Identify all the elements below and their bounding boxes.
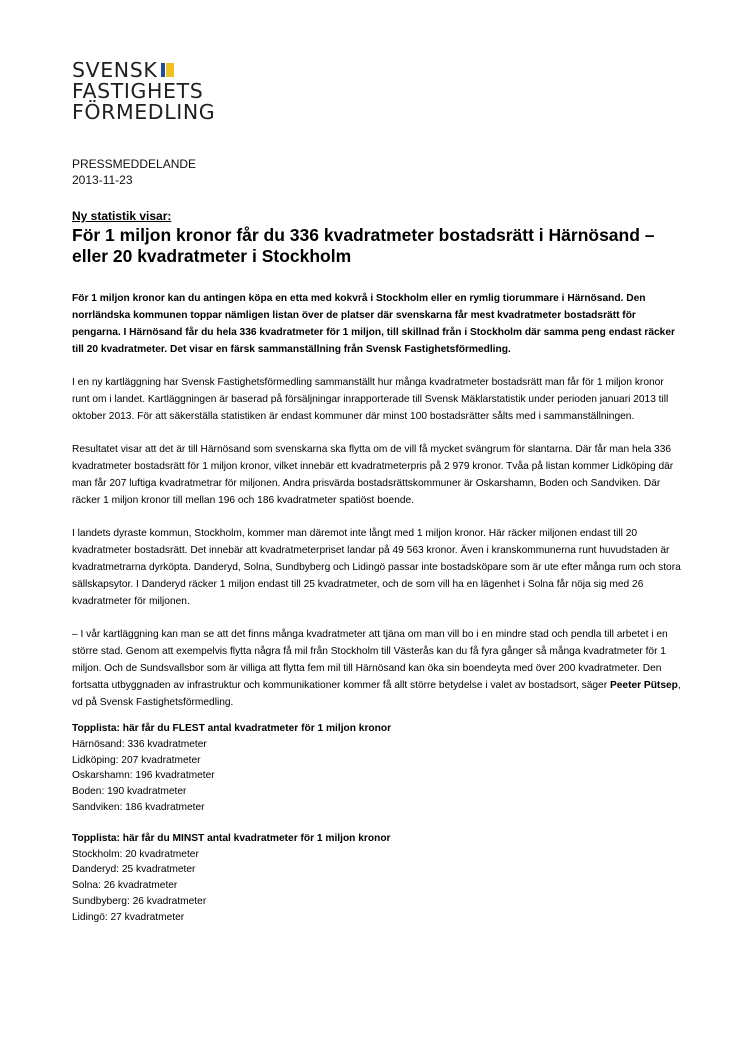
quote-speaker-name: Peeter Pütsep — [609, 680, 678, 691]
list-item: Boden: 190 kvadratmeter — [72, 786, 187, 798]
body-paragraph-1: I en ny kartläggning har Svensk Fastighetsförmedling sammanställt hur många kvadratmeter bostadsrätt man får för 1 miljon kronor runt om i landet. Kartläggningen är baserad på försäljningar inrapporterade till Svensk Mäklarstatistik under perioden januari 2013 till oktober 2013. För att säkerställa statistiken är endast kommuner där minst 100 bostadsrätter sålts med i sammanställningen. — [72, 377, 669, 422]
list-item: Oskarshamn: 196 kvadratmeter — [72, 770, 215, 782]
document-date: 2013-11-23 — [72, 173, 133, 187]
quote-text: – I vår kartläggning kan man se att det finns många kvadratmeter att tjäna om man vill bo i en mindre stad och pendla till arbetet i en större stad. Genom att exempelvis flytta några få mil från Stockholm till Västerås kan du få fyra gånger så många kvadratmeter för 1 miljon. Och de Sundsvallsbor som är villiga att flytta fem mil till Härnösand kan öka sin boendeyta med över 200 kvadratmeter. Den fortsatta utbyggnaden av infrastruktur och kommunikationer kommer få allt större betydelse i valet av bostadsort, säger — [72, 629, 668, 691]
body-paragraph-2: Resultatet visar att det är till Härnösand som svenskarna ska flytta om de vill få mycket svängrum för slantarna. Där får man hela 336 kvadratmeter bostadsrätt för 1 miljon kronor, vilket innebär ett kvadratmeterpris på 2 979 kronor. Tvåa på listan kommer Lidköping där man får 207 luftiga kvadratmetrar för miljonen. Andra prisvärda bostadsrättskommuner är Oskarshamn, Boden och Sandviken. Där räcker 1 miljon kronor till mellan 196 och 186 kvadratmeter spatiöst boende. — [72, 444, 674, 506]
toplist-most-title: Topplista: här får du FLEST antal kvadratmeter för 1 miljon kronor — [72, 723, 392, 734]
headline: För 1 miljon kronor får du 336 kvadratmeter bostadsrätt i Härnösand – eller 20 kvadratmeter i Stockholm — [72, 225, 655, 266]
lead-paragraph: För 1 miljon kronor kan du antingen köpa en etta med kokvrå i Stockholm eller en rymlig tiorummare i Härnösand. Den norrländska kommunen toppar nämligen listan över de platser där svenskarna får mest kvadratmeter bostadsrätt för pengarna. I Härnösand får du hela 336 kvadratmeter för 1 miljon, till skillnad från i Stockholm där samma peng endast räcker till 20 kvadratmeter. Det visar en färsk sammanställning från Svensk Fastighetsförmedling. — [72, 293, 675, 355]
list-item: Stockholm: 20 kvadratmeter — [72, 848, 199, 860]
body-paragraph-4 — [72, 626, 682, 711]
list-item: Sandviken: 186 kvadratmeter — [72, 801, 205, 813]
company-logo — [72, 60, 692, 123]
document-meta — [72, 156, 692, 188]
list-item: Lidingö: 27 kvadratmeter — [72, 911, 185, 923]
list-item: Lidköping: 207 kvadratmeter — [72, 754, 201, 766]
list-item: Danderyd: 25 kvadratmeter — [72, 864, 196, 876]
list-item: Sundbyberg: 26 kvadratmeter — [72, 895, 207, 907]
toplist-least — [72, 831, 692, 926]
toplist-least-title: Topplista: här får du MINST antal kvadratmeter för 1 miljon kronor — [72, 832, 391, 844]
toplist-most — [72, 721, 692, 816]
quote-tail: , vd på Svensk Fastighetsförmedling. — [72, 680, 681, 708]
logo-line-1: SVENSK — [72, 58, 158, 82]
logo-line-3: FÖRMEDLING — [72, 100, 216, 124]
press-release-page — [72, 60, 692, 926]
document-type: PRESSMEDDELANDE — [72, 157, 197, 171]
swedish-flag-icon — [161, 63, 174, 77]
list-item: Härnösand: 336 kvadratmeter — [72, 738, 207, 750]
headline-kicker: Ny statistik visar: — [72, 209, 172, 223]
logo-line-2: FASTIGHETS — [72, 79, 204, 103]
body-paragraph-3: I landets dyraste kommun, Stockholm, kommer man däremot inte långt med 1 miljon kronor. Här räcker miljonen endast till 20 kvadratmeter bostadsrätt. Det innebär att kvadratmeterpriset landar på 49 563 kronor. Även i kranskommunerna runt huvudstaden är kvadratmetrarna dyrköpta. Danderyd, Solna, Sundbyberg och Lidingö passar inte bostadsköpare som är ute efter många rum och stora sällskapsytor. I Danderyd räcker 1 miljon endast till 25 kvadratmeter, och de som vill ha en lägenhet i Solna får nöja sig med 26 kvadratmeter för miljonen. — [72, 528, 681, 607]
list-item: Solna: 26 kvadratmeter — [72, 880, 178, 892]
